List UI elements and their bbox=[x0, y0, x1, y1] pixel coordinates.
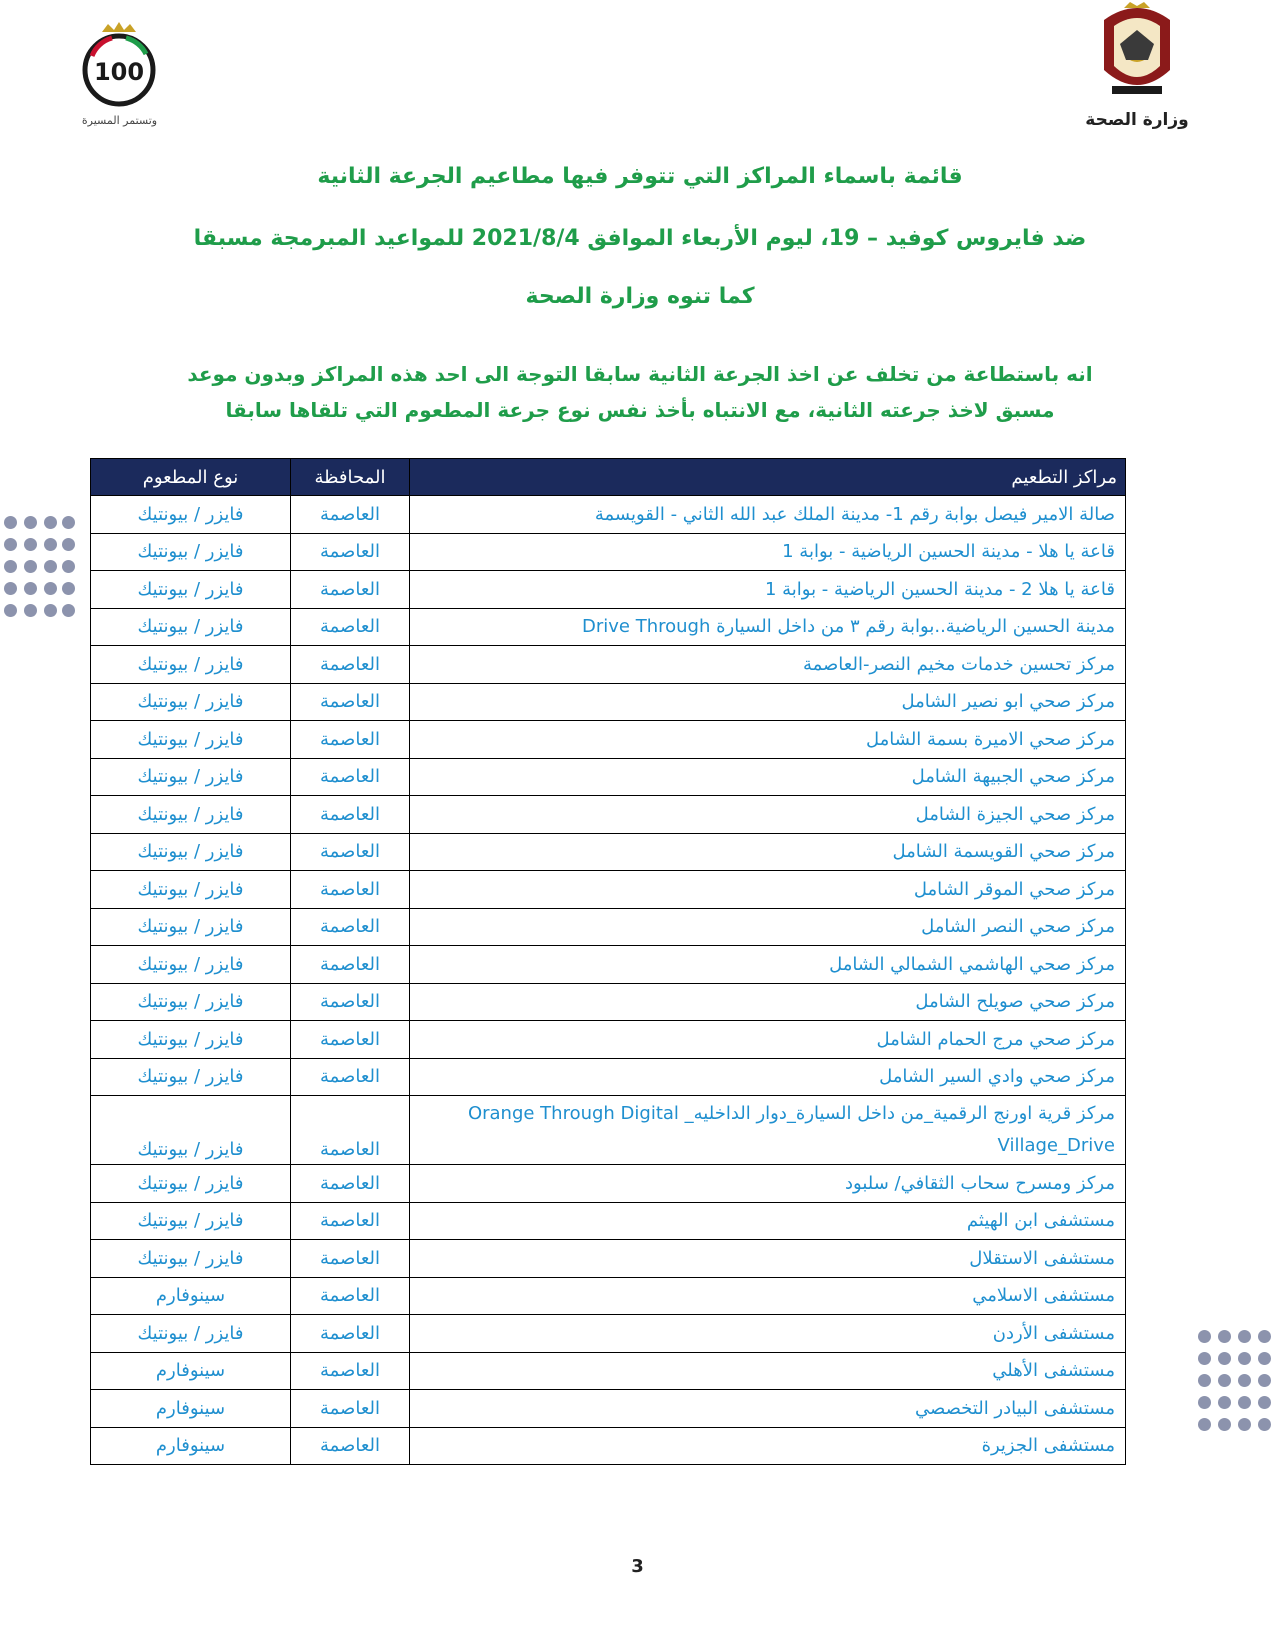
cell-governorate: العاصمة bbox=[291, 496, 410, 534]
cell-center: مركز صحي الاميرة بسمة الشامل bbox=[410, 721, 1126, 759]
cell-vaccine: فايزر / بيونتيك bbox=[91, 758, 291, 796]
title-line-2: ضد فايروس كوفيد – 19، ليوم الأربعاء الموافق 2021/8/4 للمواعيد المبرمجة مسبقا bbox=[193, 226, 1087, 251]
decorative-dots-right bbox=[1198, 1330, 1275, 1430]
table-row bbox=[91, 646, 1126, 684]
cell-vaccine: فايزر / بيونتيك bbox=[91, 871, 291, 909]
cell-center: مستشفى الاسلامي bbox=[410, 1277, 1126, 1315]
cell-vaccine: سينوفارم bbox=[91, 1277, 291, 1315]
cell-vaccine: فايزر / بيونتيك bbox=[91, 908, 291, 946]
cell-center: مركز صحي مرج الحمام الشامل bbox=[410, 1021, 1126, 1059]
cell-vaccine: فايزر / بيونتيك bbox=[91, 646, 291, 684]
cell-governorate: العاصمة bbox=[291, 571, 410, 609]
table-row bbox=[91, 946, 1126, 984]
cell-center: مركز صحي الجيزة الشامل bbox=[410, 796, 1126, 834]
cell-center: قاعة يا هلا - مدينة الحسين الرياضية - بوابة 1 bbox=[410, 533, 1126, 571]
cell-center: مركز صحي صويلح الشامل bbox=[410, 983, 1126, 1021]
table-row bbox=[91, 1240, 1126, 1278]
cell-center: مركز ومسرح سحاب الثقافي/ سلبود bbox=[410, 1165, 1126, 1203]
cell-governorate: العاصمة bbox=[291, 1058, 410, 1096]
cell-governorate: العاصمة bbox=[291, 833, 410, 871]
cell-governorate: العاصمة bbox=[291, 721, 410, 759]
cell-vaccine: فايزر / بيونتيك bbox=[91, 721, 291, 759]
cell-center: مركز صحي القويسمة الشامل bbox=[410, 833, 1126, 871]
cell-governorate: العاصمة bbox=[291, 1427, 410, 1465]
table-row bbox=[91, 1096, 1126, 1165]
cell-center: مستشفى البيادر التخصصي bbox=[410, 1390, 1126, 1428]
cell-governorate: العاصمة bbox=[291, 683, 410, 721]
cell-governorate: العاصمة bbox=[291, 1165, 410, 1203]
cell-center: مركز قرية اورنج الرقمية_من داخل السيارة_دوار الداخليه_ Orange Through Digital Village_Drive bbox=[410, 1096, 1126, 1165]
table-row bbox=[91, 1390, 1126, 1428]
cell-center: مستشفى الأهلي bbox=[410, 1352, 1126, 1390]
cell-vaccine: فايزر / بيونتيك bbox=[91, 1202, 291, 1240]
cell-center: مركز صحي الموقر الشامل bbox=[410, 871, 1126, 909]
centennial-caption: وتستمر المسيرة bbox=[81, 114, 158, 127]
cell-center: مدينة الحسين الرياضية..بوابة رقم ٣ من داخل السيارة Drive Through bbox=[410, 608, 1126, 646]
notice-line-1: انه باستطاعة من تخلف عن اخذ الجرعة الثانية سابقا التوجة الى احد هذه المراكز وبدون موعد bbox=[187, 362, 1093, 386]
table-row bbox=[91, 608, 1126, 646]
cell-governorate: العاصمة bbox=[291, 1240, 410, 1278]
table-row bbox=[91, 533, 1126, 571]
cell-vaccine: فايزر / بيونتيك bbox=[91, 496, 291, 534]
vaccination-centers-table bbox=[90, 458, 1126, 1465]
cell-governorate: العاصمة bbox=[291, 533, 410, 571]
table-row bbox=[91, 1058, 1126, 1096]
table-row bbox=[91, 1202, 1126, 1240]
cell-governorate: العاصمة bbox=[291, 758, 410, 796]
table-row bbox=[91, 683, 1126, 721]
table-row bbox=[91, 1352, 1126, 1390]
header-center: مراكز التطعيم bbox=[410, 459, 1126, 496]
cell-vaccine: فايزر / بيونتيك bbox=[91, 1240, 291, 1278]
table-row bbox=[91, 721, 1126, 759]
table-header-row bbox=[91, 459, 1126, 496]
centennial-logo bbox=[72, 18, 167, 128]
cell-governorate: العاصمة bbox=[291, 871, 410, 909]
table-row bbox=[91, 908, 1126, 946]
page-number: 3 bbox=[631, 1556, 644, 1577]
cell-governorate: العاصمة bbox=[291, 1202, 410, 1240]
cell-governorate: العاصمة bbox=[291, 908, 410, 946]
header-vaccine: نوع المطعوم bbox=[91, 459, 291, 496]
cell-governorate: العاصمة bbox=[291, 1096, 410, 1165]
header-governorate: المحافظة bbox=[291, 459, 410, 496]
cell-governorate: العاصمة bbox=[291, 946, 410, 984]
svg-text:100: 100 bbox=[93, 58, 145, 86]
table-row bbox=[91, 496, 1126, 534]
ministry-logo bbox=[1082, 0, 1192, 145]
cell-center: مستشفى الاستقلال bbox=[410, 1240, 1126, 1278]
cell-center: مركز تحسين خدمات مخيم النصر-العاصمة bbox=[410, 646, 1126, 684]
ministry-name: وزارة الصحة bbox=[1085, 110, 1189, 130]
table-row bbox=[91, 796, 1126, 834]
table-row bbox=[91, 1427, 1126, 1465]
cell-vaccine: فايزر / بيونتيك bbox=[91, 1058, 291, 1096]
cell-center: مستشفى الأردن bbox=[410, 1315, 1126, 1353]
table-row bbox=[91, 571, 1126, 609]
cell-vaccine: فايزر / بيونتيك bbox=[91, 983, 291, 1021]
cell-center: صالة الامير فيصل بوابة رقم 1- مدينة الملك عبد الله الثاني - القويسمة bbox=[410, 496, 1126, 534]
cell-governorate: العاصمة bbox=[291, 1352, 410, 1390]
table-row bbox=[91, 1315, 1126, 1353]
cell-governorate: العاصمة bbox=[291, 1390, 410, 1428]
cell-center: مركز صحي الجبيهة الشامل bbox=[410, 758, 1126, 796]
notice-line-2: مسبق لاخذ جرعته الثانية، مع الانتباه بأخذ نفس نوع جرعة المطعوم التي تلقاها سابقا bbox=[225, 398, 1055, 422]
decorative-dots-left bbox=[0, 516, 75, 616]
cell-governorate: العاصمة bbox=[291, 646, 410, 684]
cell-center: مستشفى الجزيرة bbox=[410, 1427, 1126, 1465]
cell-vaccine: فايزر / بيونتيك bbox=[91, 571, 291, 609]
cell-vaccine: فايزر / بيونتيك bbox=[91, 533, 291, 571]
table-row bbox=[91, 833, 1126, 871]
cell-vaccine: فايزر / بيونتيك bbox=[91, 946, 291, 984]
cell-governorate: العاصمة bbox=[291, 983, 410, 1021]
cell-vaccine: فايزر / بيونتيك bbox=[91, 796, 291, 834]
table-row bbox=[91, 1165, 1126, 1203]
cell-vaccine: سينوفارم bbox=[91, 1427, 291, 1465]
coat-of-arms-icon bbox=[1094, 0, 1180, 104]
cell-center: مركز صحي النصر الشامل bbox=[410, 908, 1126, 946]
cell-vaccine: فايزر / بيونتيك bbox=[91, 1021, 291, 1059]
cell-governorate: العاصمة bbox=[291, 1315, 410, 1353]
cell-vaccine: سينوفارم bbox=[91, 1352, 291, 1390]
cell-vaccine: فايزر / بيونتيك bbox=[91, 683, 291, 721]
cell-vaccine: فايزر / بيونتيك bbox=[91, 833, 291, 871]
cell-vaccine: فايزر / بيونتيك bbox=[91, 1315, 291, 1353]
cell-vaccine: فايزر / بيونتيك bbox=[91, 608, 291, 646]
cell-center: مستشفى ابن الهيثم bbox=[410, 1202, 1126, 1240]
cell-center: مركز صحي وادي السير الشامل bbox=[410, 1058, 1126, 1096]
cell-vaccine: سينوفارم bbox=[91, 1390, 291, 1428]
title-line-1: قائمة باسماء المراكز التي تتوفر فيها مطاعيم الجرعة الثانية bbox=[317, 164, 963, 189]
cell-governorate: العاصمة bbox=[291, 1277, 410, 1315]
cell-vaccine: فايزر / بيونتيك bbox=[91, 1096, 291, 1165]
centennial-emblem-icon bbox=[72, 18, 167, 108]
cell-governorate: العاصمة bbox=[291, 608, 410, 646]
table-row bbox=[91, 1021, 1126, 1059]
table-row bbox=[91, 1277, 1126, 1315]
cell-governorate: العاصمة bbox=[291, 1021, 410, 1059]
table-row bbox=[91, 983, 1126, 1021]
cell-governorate: العاصمة bbox=[291, 796, 410, 834]
cell-center: مركز صحي ابو نصير الشامل bbox=[410, 683, 1126, 721]
cell-vaccine: فايزر / بيونتيك bbox=[91, 1165, 291, 1203]
title-line-3: كما تنوه وزارة الصحة bbox=[525, 284, 755, 309]
cell-center: قاعة يا هلا 2 - مدينة الحسين الرياضية - بوابة 1 bbox=[410, 571, 1126, 609]
cell-center: مركز صحي الهاشمي الشمالي الشامل bbox=[410, 946, 1126, 984]
table-row bbox=[91, 758, 1126, 796]
table-row bbox=[91, 871, 1126, 909]
